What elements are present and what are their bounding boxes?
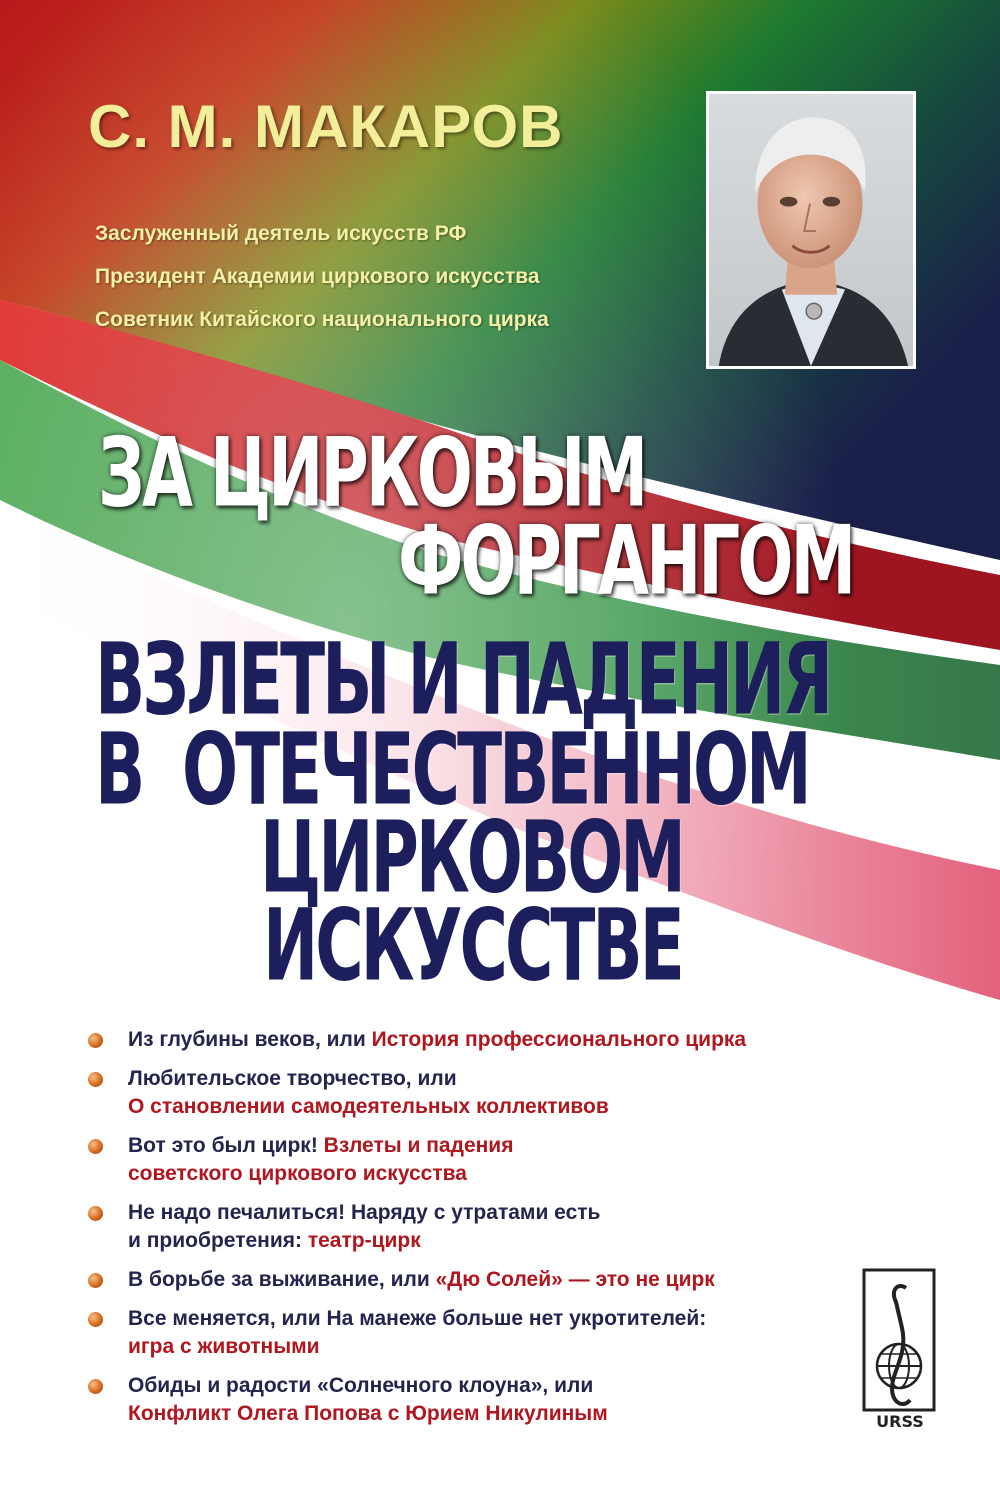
plain-text: Не надо печалиться! Наряду с утратами есть: [128, 1201, 601, 1224]
subtitle-prefix: В: [95, 712, 143, 828]
subtitle-line-2: ОТЕЧЕСТВЕННОМ: [182, 712, 809, 828]
plain-text: Из глубины веков, или: [128, 1028, 372, 1051]
highlight-text: История профессионального цирка: [371, 1028, 747, 1051]
bullet-dot-icon: [88, 1206, 103, 1221]
bullet-dot-icon: [88, 1139, 103, 1154]
highlight-text: советского циркового искусства: [128, 1162, 467, 1185]
list-item-line: [128, 1333, 868, 1361]
list-item-line: [128, 1026, 868, 1054]
list-item-line: [128, 1400, 868, 1428]
list-item-line: [128, 1093, 868, 1121]
list-item: [88, 1132, 868, 1188]
credential-line: Президент Академии циркового искусства: [95, 265, 540, 288]
list-item-line: [128, 1227, 868, 1255]
credential-line: Советник Китайского национального цирка: [95, 308, 549, 331]
publisher-logo-text: URSS: [876, 1412, 924, 1431]
highlight-text: Конфликт Олега Попова с Юрием Никулиным: [128, 1402, 608, 1425]
plain-text: В борьбе за выживание, или: [128, 1268, 436, 1291]
list-item-line: [128, 1160, 868, 1188]
list-item-line: [128, 1132, 868, 1160]
portrait-image: [709, 94, 913, 366]
plain-text: и приобретения:: [128, 1229, 308, 1252]
list-item-line: [128, 1065, 868, 1093]
author-credentials: [95, 212, 549, 341]
subtitle-line-1: ВЗЛЕТЫ И ПАДЕНИЯ: [95, 622, 831, 738]
list-item-line: [128, 1199, 868, 1227]
plain-text: Обиды и радости «Солнечного клоуна», или: [128, 1374, 594, 1397]
list-item-line: [128, 1266, 868, 1294]
contents-list: [88, 1026, 868, 1439]
title-line-1: ЗА ЦИРКОВЫМ: [98, 417, 646, 529]
highlight-text: О становлении самодеятельных коллективов: [128, 1095, 609, 1118]
highlight-text: Взлеты и падения: [323, 1134, 514, 1157]
credential-line: Заслуженный деятель искусств РФ: [95, 222, 467, 245]
list-item: [88, 1372, 868, 1428]
highlight-text: «Дю Солей» — это не цирк: [435, 1268, 715, 1291]
highlight-text: театр-цирк: [307, 1229, 421, 1252]
list-item: [88, 1305, 868, 1361]
plain-text: Вот это был цирк!: [128, 1134, 324, 1157]
bullet-dot-icon: [88, 1273, 103, 1288]
list-item: [88, 1266, 868, 1294]
list-item-line: [128, 1372, 868, 1400]
bullet-dot-icon: [88, 1379, 103, 1394]
title-line-2: ФОРГАНГОМ: [398, 505, 854, 617]
bullet-dot-icon: [88, 1312, 103, 1327]
subtitle-line-3: ЦИРКОВОМ: [260, 800, 683, 916]
list-item: [88, 1199, 868, 1255]
subtitle-line-4: ИСКУССТВЕ: [263, 888, 682, 1004]
author-photo: [706, 91, 916, 369]
author-name: С. М. МАКАРОВ: [88, 93, 564, 160]
plain-text: Любительское творчество, или: [128, 1067, 457, 1090]
list-item: [88, 1065, 868, 1121]
bullet-dot-icon: [88, 1033, 103, 1048]
list-item-line: [128, 1305, 868, 1333]
plain-text: Все меняется, или На манеже больше нет укротителей:: [128, 1307, 707, 1330]
list-item: [88, 1026, 868, 1054]
highlight-text: игра с животными: [128, 1335, 320, 1358]
bullet-dot-icon: [88, 1072, 103, 1087]
